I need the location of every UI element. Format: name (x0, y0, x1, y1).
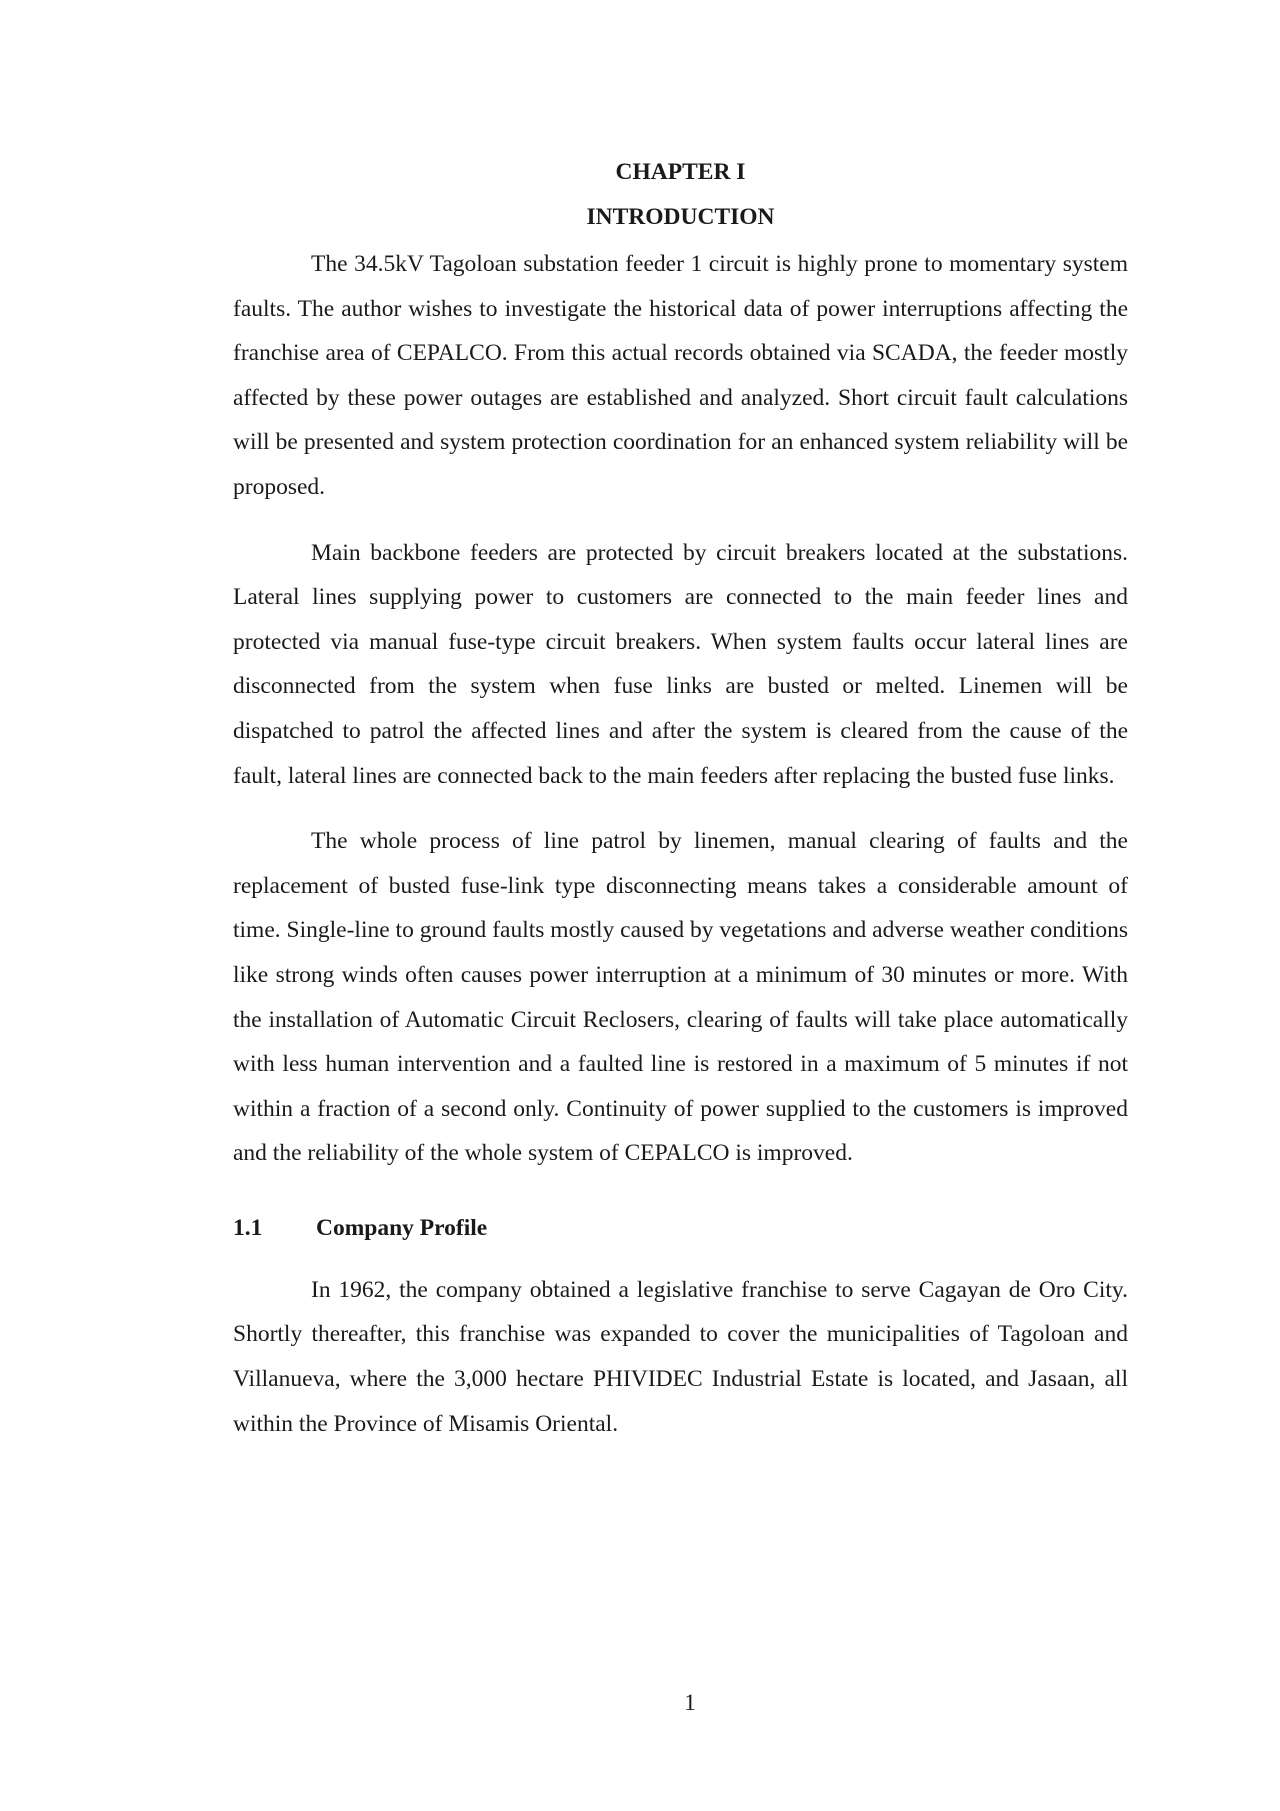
intro-paragraph-2: Main backbone feeders are protected by circuit breakers located at the substations. Lateral lines supplying power to customers are connected to the main feeder lines and protected via manual fuse-type circuit breakers. When system faults occur lateral lines are disconnected from the system when fuse links are busted or melted. Linemen will be dispatched to patrol the affected lines and after the system is cleared from the cause of the fault, lateral lines are connected back to the main feeders after replacing the busted fuse links. (233, 539, 1128, 789)
chapter-title: INTRODUCTION (586, 204, 775, 230)
page-content (233, 150, 1128, 1467)
section-number: 1.1 (233, 1214, 263, 1241)
page-number: 1 (684, 1690, 696, 1716)
section-paragraph-1: In 1962, the company obtained a legislative franchise to serve Cagayan de Oro City. Shortly thereafter, this franchise was expanded to cover the municipalities of Tagoloan and Villanueva, where the 3,000 hectare PHIVIDEC Industrial Estate is located, and Jasaan, all within the Province of Misamis Oriental. (233, 1276, 1128, 1437)
intro-paragraph-3: The whole process of line patrol by linemen, manual clearing of faults and the replacement of busted fuse-link type disconnecting means takes a considerable amount of time. Single-line to ground faults mostly caused by vegetations and adverse weather conditions like strong winds often causes power interruption at a minimum of 30 minutes or more. With the installation of Automatic Circuit Reclosers, clearing of faults will take place automatically with less human intervention and a faulted line is restored in a maximum of 5 minutes if not within a fraction of a second only. Continuity of power supplied to the customers is improved and the reliability of the whole system of CEPALCO is improved. (233, 828, 1128, 1167)
section-heading (233, 1206, 1128, 1250)
section-title: Company Profile (316, 1214, 488, 1241)
chapter-label: CHAPTER I (615, 159, 746, 185)
intro-paragraph-1: The 34.5kV Tagoloan substation feeder 1 circuit is highly prone to momentary system faults. The author wishes to investigate the historical data of power interruptions affecting the franchise area of CEPALCO. From this actual records obtained via SCADA, the feeder mostly affected by these power outages are established and analyzed. Short circuit fault calculations will be presented and system protection coordination for an enhanced system reliability will be proposed. (233, 251, 1128, 500)
